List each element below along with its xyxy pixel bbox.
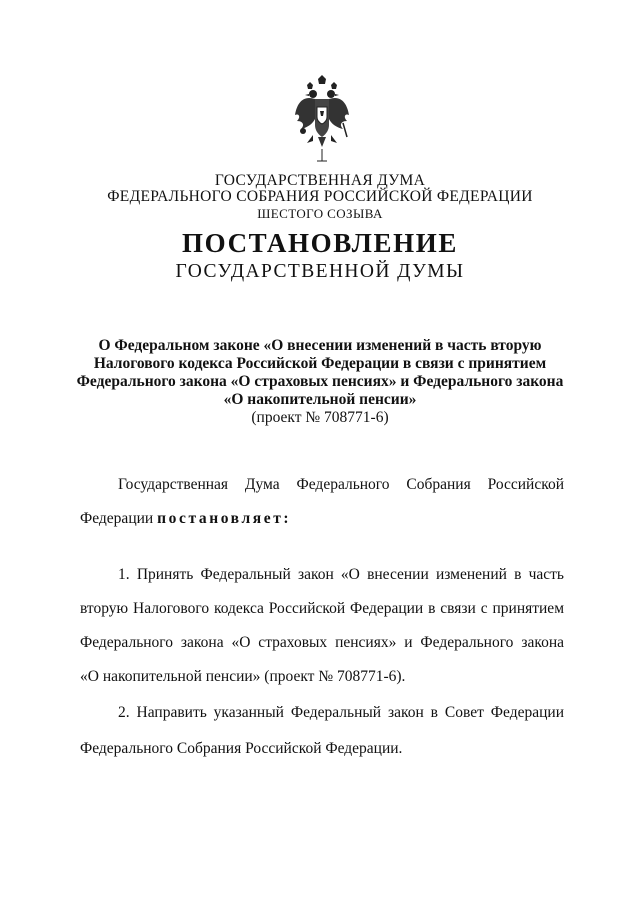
title-line-4: «О накопительной пенсии» (223, 391, 417, 408)
intro-line-1: Государственная Дума Федерального Собрания Российской (118, 476, 564, 493)
item1-line-2: вторую Налогового кодекса Российской Федерации в связи с принятием (80, 600, 564, 617)
intro-decides: постановляет: (157, 510, 292, 527)
document-title (70, 337, 570, 427)
item1-line-3: Федерального закона «О страховых пенсиях» и Федерального закона (80, 634, 564, 651)
project-number: (проект № 708771-6) (251, 409, 389, 426)
item1-line-1: 1. Принять Федеральный закон «О внесении изменений в часть (118, 566, 564, 583)
title-line-1: О Федеральном законе «О внесении изменений в часть вторую (98, 337, 542, 354)
intro-prefix: Федерации (80, 510, 154, 527)
title-line-3: Федерального закона «О страховых пенсиях» и Федерального закона (76, 373, 564, 390)
document-type: ПОСТАНОВЛЕНИЕ (182, 228, 458, 258)
item2-line-2: Федерального Собрания Российской Федерации. (80, 740, 403, 757)
document-issuer: ГОСУДАРСТВЕННОЙ ДУМЫ (175, 261, 465, 282)
russian-coat-of-arms-icon (293, 75, 351, 163)
issuer-line-2: ФЕДЕРАЛЬНОГО СОБРАНИЯ РОССИЙСКОЙ ФЕДЕРАЦИИ (107, 188, 533, 205)
issuer-line-1: ГОСУДАРСТВЕННАЯ ДУМА (214, 172, 426, 189)
intro-line-2 (80, 510, 564, 527)
item1-line-4: «О накопительной пенсии» (проект № 708771-6). (80, 668, 406, 685)
item2-line-1: 2. Направить указанный Федеральный закон в Совет Федерации (118, 704, 564, 721)
convocation-line: ШЕСТОГО СОЗЫВА (257, 206, 383, 221)
title-line-2: Налогового кодекса Российской Федерации в связи с принятием (93, 355, 547, 372)
